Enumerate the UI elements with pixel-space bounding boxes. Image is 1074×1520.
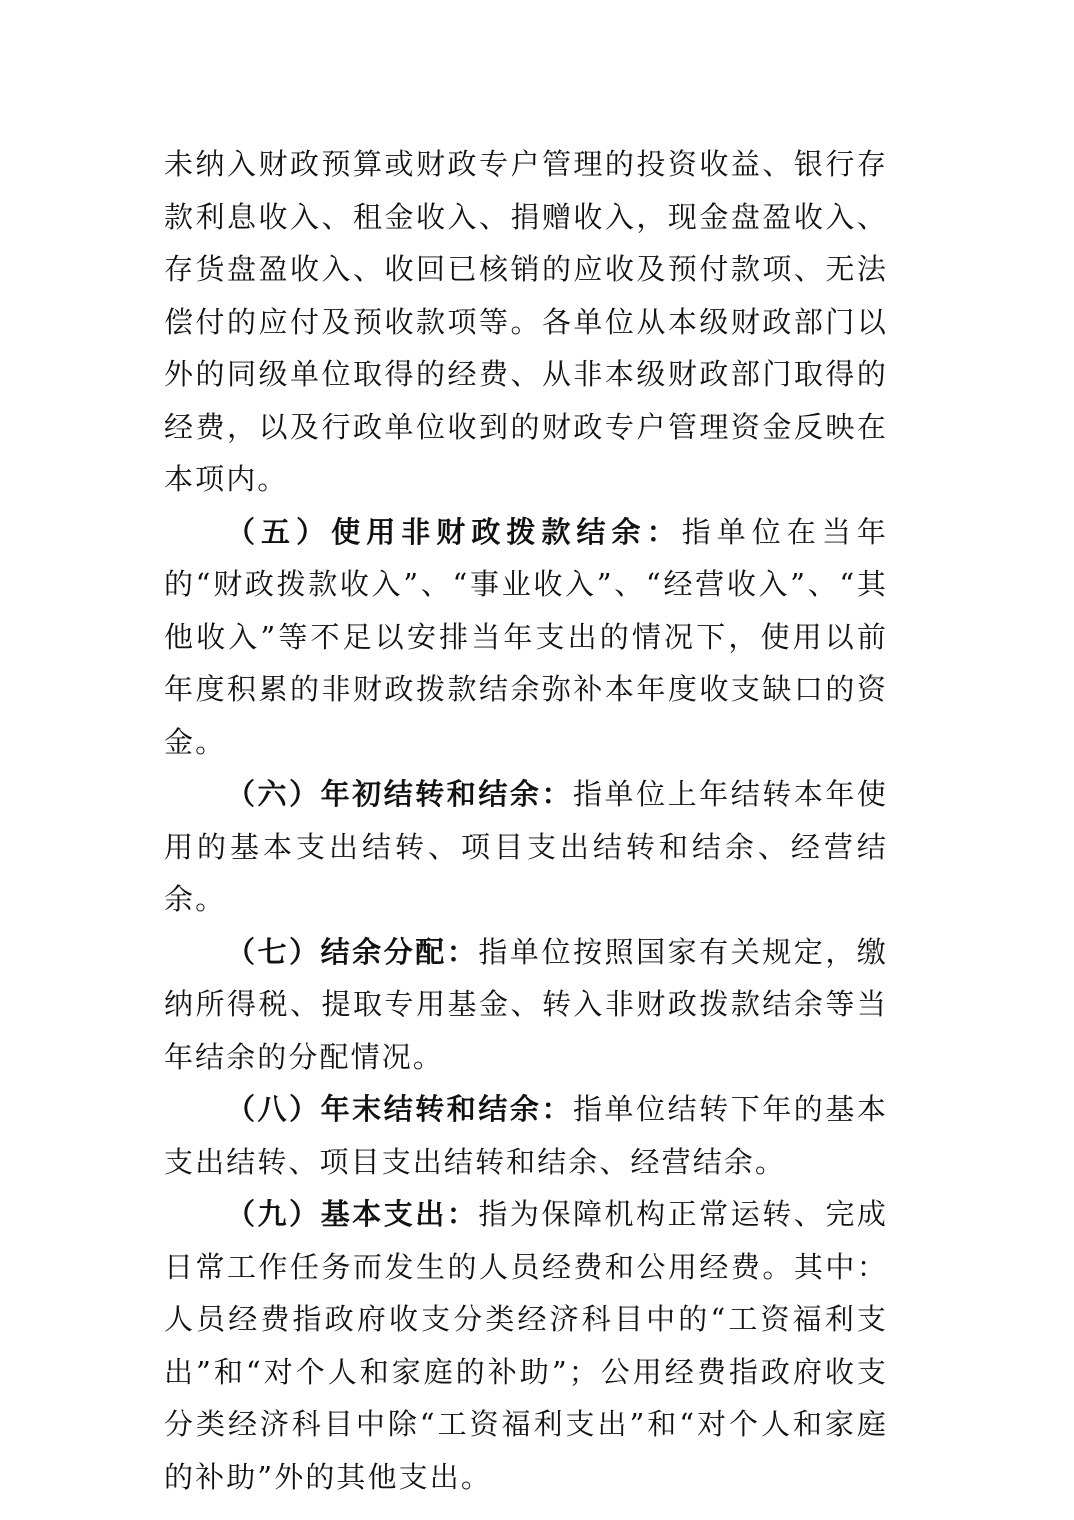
paragraph-item-6 [164,768,888,926]
paragraph-text: 指单位结转下年的基本支出结转、项目支出结转和结余、经营结余。 [164,1092,888,1179]
paragraph-text: 指单位上年结转本年使用的基本支出结转、项目支出结转和结余、经营结余。 [164,777,888,916]
paragraph-text: 未纳入财政预算或财政专户管理的投资收益、银行存款利息收入、租金收入、捐赠收入，现金盘盈收入、存货盘盈收入、收回已核销的应收及预付款项、无法偿付的应付及预收款项等。各单位从本级财政部门以外的同级单位取得的经费、从非本级财政部门取得的经费，以及行政单位收到的财政专户管理资金反映在本项内。 [164,147,888,496]
paragraph-continued [164,138,888,506]
paragraph-text: 指为保障机构正常运转、完成日常工作任务而发生的人员经费和公用经费。其中：人员经费指政府收支分类经济科目中的“工资福利支出”和“对个人和家庭的补助”；公用经费指政府收支分类经济科目中除“工资福利支出”和“对个人和家庭的补助”外的其他支出。 [164,1197,888,1494]
term-heading: （九）基本支出： [226,1197,479,1231]
paragraph-item-5 [164,506,888,769]
paragraph-item-7 [164,926,888,1084]
paragraph-item-8 [164,1083,888,1188]
paragraph-text: 指单位按照国家有关规定，缴纳所得税、提取专用基金、转入非财政拨款结余等当年结余的分配情况。 [164,934,888,1074]
term-heading: （六）年初结转和结余： [226,777,573,811]
document-body [164,138,888,1503]
term-heading: （七）结余分配： [226,934,479,969]
term-heading: （五）使用非财政拨款结余： [226,514,682,549]
term-heading: （八）年末结转和结余： [226,1092,573,1126]
paragraph-item-9 [164,1188,888,1503]
paragraph-text: 指单位在当年的“财政拨款收入”、“事业收入”、“经营收入”、“其他收入”等不足以安排当年支出的情况下，使用以前年度积累的非财政拨款结余弥补本年度收支缺口的资金。 [164,514,888,759]
